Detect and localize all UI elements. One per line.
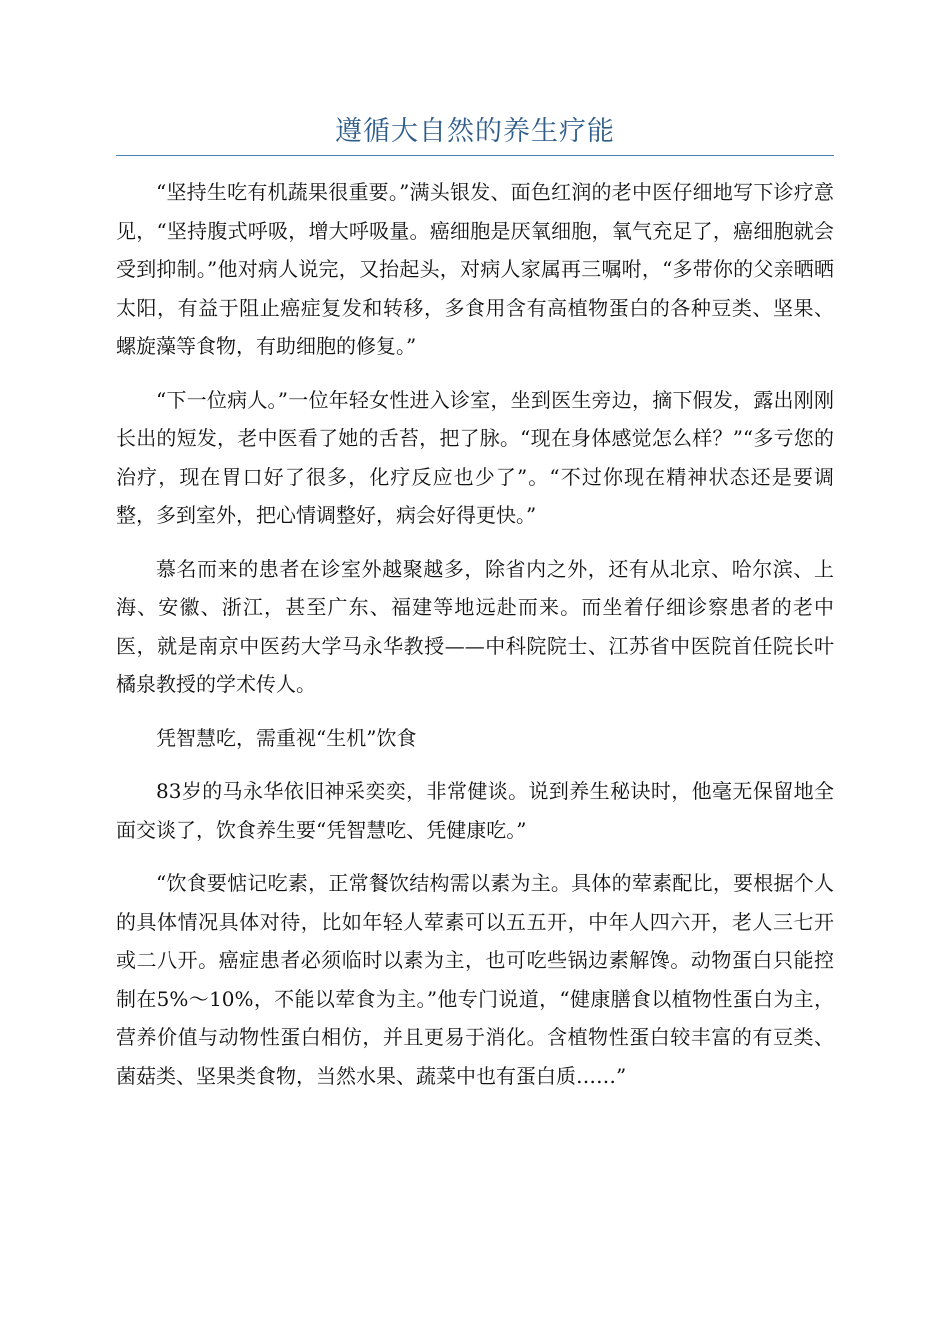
title-underline [116, 155, 834, 156]
paragraph-3: 慕名而来的患者在诊室外越聚越多，除省内之外，还有从北京、哈尔滨、上海、安徽、浙江，甚至广东、福建等地远赴而来。而坐着仔细诊察患者的老中医，就是南京中医药大学马永华教授——中科院院士、江苏省中医院首任院长叶橘泉教授的学术传人。 [116, 556, 834, 696]
paragraph-5: “饮食要惦记吃素，正常餐饮结构需以素为主。具体的荤素配比，要根据个人的具体情况具体对待，比如年轻人荤素可以五五开，中年人四六开，老人三七开或二八开。癌症患者必须临时以素为主，也可吃些锅边素解馋。动物蛋白只能控制在5%～10%，不能以荤食为主。”他专门说道，“健康膳食以植物性蛋白为主，营养价值与动物性蛋白相仿，并且更易于消化。含植物性蛋白较丰富的有豆类、菌菇类、坚果类食物，当然水果、蔬菜中也有蛋白质……” [116, 871, 834, 1088]
paragraph-2: “下一位病人。”一位年轻女性进入诊室，坐到医生旁边，摘下假发，露出刚刚长出的短发，老中医看了她的舌苔，把了脉。“现在身体感觉怎么样？”“多亏您的治疗，现在胃口好了很多，化疗反应也少了”。“不过你现在精神状态还是要调整，多到室外，把心情调整好，病会好得更快。” [116, 387, 834, 527]
paragraph-1: “坚持生吃有机蔬果很重要。”满头银发、面色红润的老中医仔细地写下诊疗意见，“坚持腹式呼吸，增大呼吸量。癌细胞是厌氧细胞，氧气充足了，癌细胞就会受到抑制。”他对病人说完，又抬起头，对病人家属再三嘱咐，“多带你的父亲晒晒太阳，有益于阻止癌症复发和转移，多食用含有高植物蛋白的各种豆类、坚果、螺旋藻等食物，有助细胞的修复。” [116, 180, 834, 358]
section-heading: 凭智慧吃，需重视“生机”饮食 [156, 725, 417, 750]
paragraph-4: 83岁的马永华依旧神采奕奕，非常健谈。说到养生秘诀时，他毫无保留地全面交谈了，饮食养生要“凭智慧吃、凭健康吃。” [116, 779, 834, 842]
article-body [116, 173, 834, 1110]
page-title: 遵循大自然的养生疗能 [335, 116, 615, 147]
